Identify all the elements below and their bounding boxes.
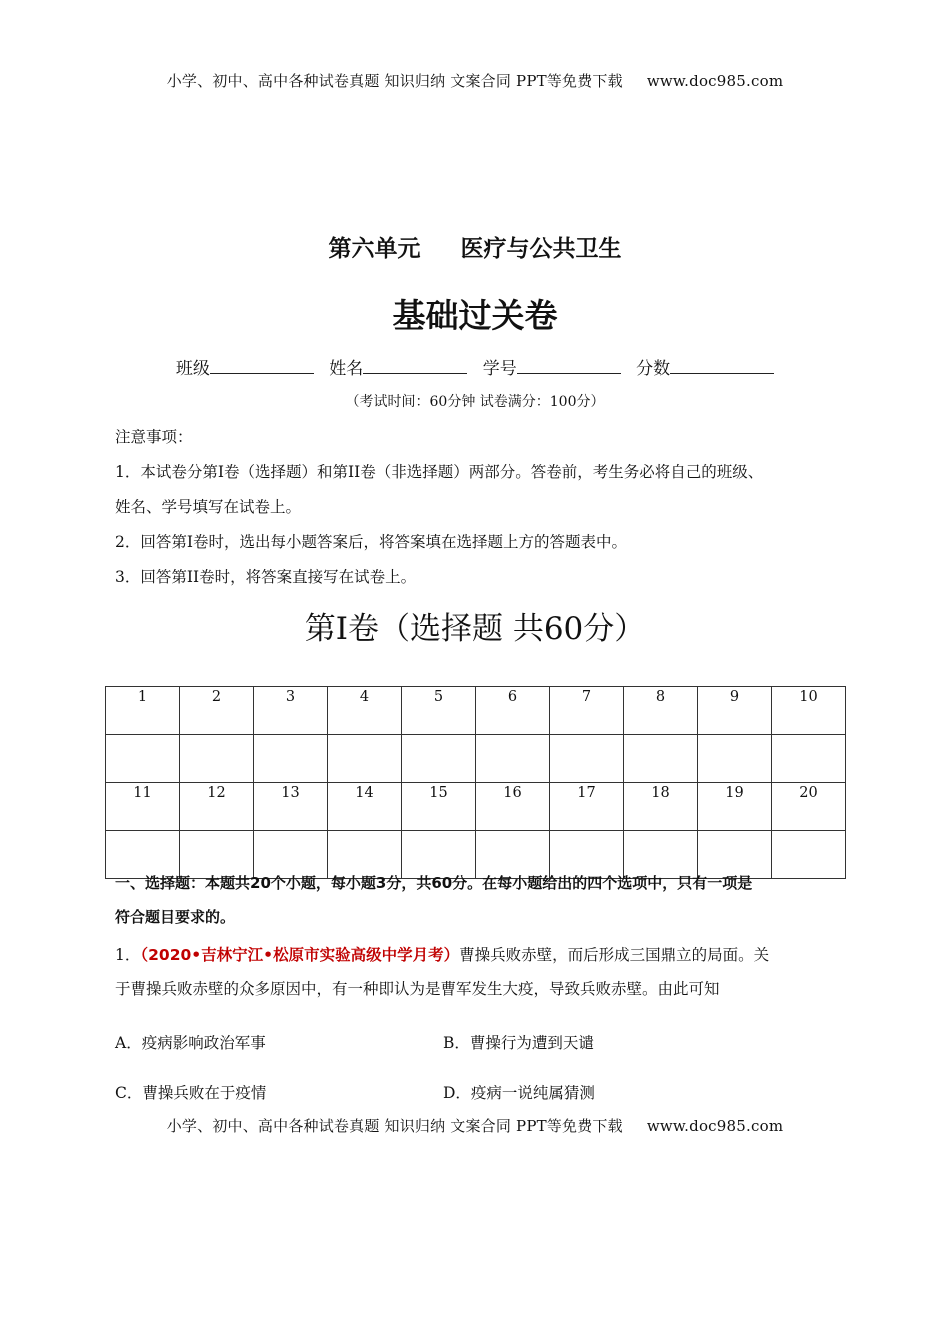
answer-number-row (106, 687, 846, 735)
answer-cell[interactable] (698, 735, 772, 783)
header-url[interactable]: www.doc985.com (646, 72, 784, 90)
student-info-row (0, 354, 950, 379)
name-blank (363, 359, 467, 374)
section-title: 第Ⅰ卷（选择题 共60分） (304, 611, 646, 647)
notes-item: 姓名、学号填写在试卷上。 (115, 498, 302, 516)
answer-number-row (106, 783, 846, 831)
option-d[interactable]: D．疫病一说纯属猜测 (443, 1084, 595, 1102)
notes-title: 注意事项： (115, 428, 193, 446)
class-label: 班级 (175, 359, 210, 379)
unit-topic: 医疗与公共卫生 (460, 236, 622, 262)
notes-item: 3．回答第II卷时，将答案直接写在试卷上。 (115, 568, 417, 586)
answer-cell[interactable] (402, 735, 476, 783)
question-number-cell: 1 (106, 687, 180, 735)
question-number-cell: 3 (254, 687, 328, 735)
question-number-cell: 6 (476, 687, 550, 735)
unit-title (0, 230, 950, 263)
number-label: 学号 (482, 359, 517, 379)
question-text: 于曹操兵败赤壁的众多原因中，有一种即认为是曹军发生大疫，导致兵败赤壁。由此可知 (115, 980, 720, 998)
footer-url[interactable]: www.doc985.com (646, 1117, 784, 1135)
question-number-cell: 4 (328, 687, 402, 735)
score-blank (670, 359, 774, 374)
question-number-cell: 13 (254, 783, 328, 831)
question-number-cell: 2 (180, 687, 254, 735)
answer-cell[interactable] (180, 735, 254, 783)
instructions-line: 符合题目要求的。 (115, 908, 236, 926)
answer-cell[interactable] (106, 735, 180, 783)
answer-cell[interactable] (624, 735, 698, 783)
answer-cell[interactable] (476, 735, 550, 783)
option-b[interactable]: B．曹操行为遭到天谴 (443, 1034, 594, 1052)
footer-text: 小学、初中、高中各种试卷真题 知识归纳 文案合同 PPT等免费下载 (166, 1117, 623, 1135)
notes-item: 1．本试卷分第I卷（选择题）和第II卷（非选择题）两部分。答卷前，考生务必将自己的班级、 (115, 463, 764, 481)
choice-instructions (115, 866, 840, 934)
number-blank (517, 359, 621, 374)
page-header (0, 70, 950, 91)
question-number-cell: 9 (698, 687, 772, 735)
notes-item: 2．回答第I卷时，选出每小题答案后，将答案填在选择题上方的答题表中。 (115, 533, 627, 551)
paper-title: 基础过关卷 (392, 296, 558, 335)
question-source: （2020•吉林宁江•松原市实验高级中学月考） (140, 946, 460, 964)
question-number-cell: 15 (402, 783, 476, 831)
question-1 (115, 938, 840, 1006)
question-number-cell: 20 (772, 783, 846, 831)
question-number-cell: 8 (624, 687, 698, 735)
unit-label: 第六单元 (328, 236, 421, 262)
question-text: 曹操兵败赤壁，而后形成三国鼎立的局面。关 (459, 946, 770, 964)
score-label: 分数 (636, 359, 671, 379)
question-number-cell: 18 (624, 783, 698, 831)
question-number: 1． (115, 946, 141, 964)
instructions-line: 一、选择题：本题共20个小题，每小题3分，共60分。在每小题给出的四个选项中，只有一项是 (115, 874, 753, 892)
page-footer (0, 1115, 950, 1136)
question-number-cell: 11 (106, 783, 180, 831)
answer-cell[interactable] (550, 735, 624, 783)
name-label: 姓名 (329, 359, 364, 379)
option-c[interactable]: C．曹操兵败在于疫情 (115, 1084, 267, 1102)
answer-cell[interactable] (772, 735, 846, 783)
answer-cell[interactable] (254, 735, 328, 783)
answer-blank-row (106, 735, 846, 783)
question-number-cell: 17 (550, 783, 624, 831)
question-number-cell: 10 (772, 687, 846, 735)
class-blank (210, 359, 314, 374)
answer-cell[interactable] (328, 735, 402, 783)
question-number-cell: 14 (328, 783, 402, 831)
notes-section (115, 420, 835, 595)
question-number-cell: 5 (402, 687, 476, 735)
question-number-cell: 7 (550, 687, 624, 735)
question-number-cell: 19 (698, 783, 772, 831)
option-a[interactable]: A．疫病影响政治军事 (115, 1034, 266, 1052)
exam-time: （考试时间：60分钟 试卷满分：100分） (345, 394, 605, 410)
question-number-cell: 16 (476, 783, 550, 831)
header-text: 小学、初中、高中各种试卷真题 知识归纳 文案合同 PPT等免费下载 (166, 72, 623, 90)
question-number-cell: 12 (180, 783, 254, 831)
answer-table (105, 686, 846, 879)
